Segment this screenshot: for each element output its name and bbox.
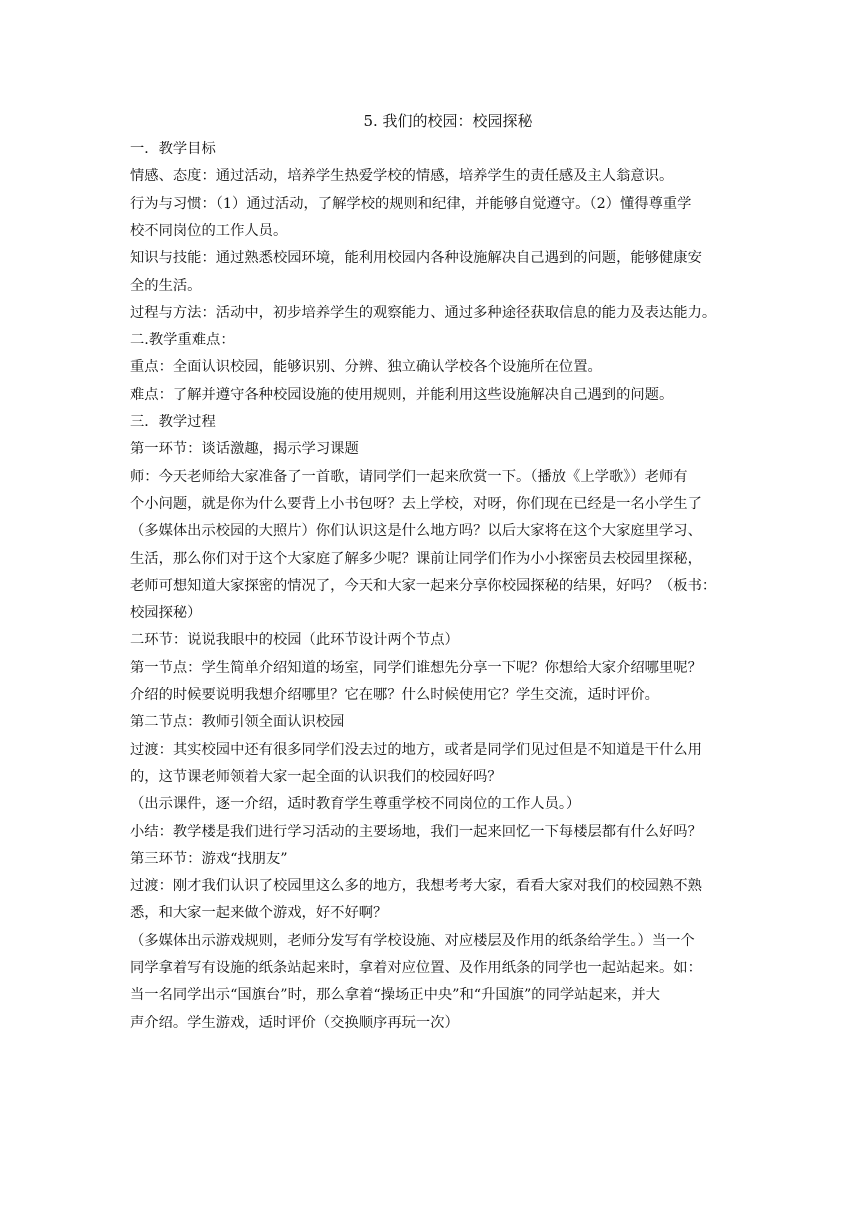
text-line: （多媒体出示校园的大照片）你们认识这是什么地方吗？以后大家将在这个大家庭里学习、 (130, 523, 702, 540)
text-line: 过程与方法：活动中，初步培养学生的观察能力、通过多种途径获取信息的能力及表达能力。 (130, 304, 717, 321)
text-line: 生活，那么你们对于这个大家庭了解多少呢？课前让同学们作为小小探密员去校园里探秘， (130, 550, 702, 567)
text-line: 小结：教学楼是我们进行学习活动的主要场地，我们一起来回忆一下每楼层都有什么好吗？ (130, 823, 702, 840)
text-line: 悉，和大家一起来做个游戏，好不好啊？ (130, 905, 388, 922)
text-line: 一．教学目标 (130, 141, 216, 157)
text-line: 情感、态度：通过活动，培养学生热爱学校的情感，培养学生的责任感及主人翁意识。 (130, 168, 674, 185)
text-line: 当一名同学出示“国旗台”时，那么拿着“操场正中央”和“升国旗”的同学站起来，并大 (130, 987, 660, 1004)
text-line: （出示课件，逐一介绍，适时教育学生尊重学校不同岗位的工作人员。） (130, 796, 581, 813)
document-page (130, 109, 736, 1031)
text-line: 校园探秘） (130, 605, 202, 622)
text-line: （多媒体出示游戏规则，老师分发写有学校设施、对应楼层及作用的纸条给学生。）当一个 (130, 932, 695, 949)
text-line: 第二节点：教师引领全面认识校园 (130, 714, 345, 731)
document-title: 5. 我们的校园：校园探秘 (363, 112, 533, 130)
text-line: 过渡：其实校园中还有很多同学们没去过的地方，或者是同学们见过但是不知道是干什么用 (130, 741, 702, 758)
text-line: 知识与技能：通过熟悉校园环境，能利用校园内各种设施解决自己遇到的问题，能够健康安 (130, 250, 702, 267)
text-line: 个小问题，就是你为什么要背上小书包呀？去上学校，对呀，你们现在已经是一名小学生了 (130, 495, 702, 512)
text-line: 二.教学重难点： (130, 332, 235, 349)
text-line: 全的生活。 (130, 277, 202, 294)
text-line: 二环节：说说我眼中的校园（此环节设计两个节点） (130, 632, 459, 649)
text-line: 老师可想知道大家探密的情况了，今天和大家一起来分享你校园探秘的结果，好吗？（板书： (130, 577, 717, 594)
text-line: 难点：了解并遵守各种校园设施的使用规则，并能利用这些设施解决自己遇到的问题。 (130, 386, 674, 403)
text-line: 声介绍。学生游戏，适时评价（交换顺序再玩一次） (130, 1014, 459, 1031)
text-line: 同学拿着写有设施的纸条站起来时，拿着对应位置、及作用纸条的同学也一起站起来。如： (130, 960, 702, 976)
text-line: 师：今天老师给大家准备了一首歌，请同学们一起来欣赏一下。（播放《上学歌》）老师有 (130, 468, 688, 485)
text-line: 重点：全面认识校园，能够识别、分辨、独立确认学校各个设施所在位置。 (130, 359, 602, 376)
text-line: 过渡：刚才我们认识了校园里这么多的地方，我想考考大家，看看大家对我们的校园熟不熟 (130, 878, 702, 895)
text-line: 第三环节：游戏“找朋友” (130, 850, 288, 867)
text-line: 行为与习惯：（1）通过活动，了解学校的规则和纪律，并能够自觉遵守。（2）懂得尊重学 (130, 195, 692, 212)
text-line: 第一环节：谈话激趣，揭示学习课题 (130, 441, 359, 458)
text-line: 第一节点：学生简单介绍知道的场室，同学们谁想先分享一下呢？你想给大家介绍哪里呢？ (130, 659, 702, 676)
text-line: 的，这节课老师领着大家一起全面的认识我们的校园好吗？ (130, 768, 502, 785)
text-line: 三．教学过程 (130, 414, 216, 430)
text-line: 校不同岗位的工作人员。 (130, 222, 288, 239)
text-line: 介绍的时候要说明我想介绍哪里？它在哪？什么时候使用它？学生交流，适时评价。 (130, 687, 659, 703)
